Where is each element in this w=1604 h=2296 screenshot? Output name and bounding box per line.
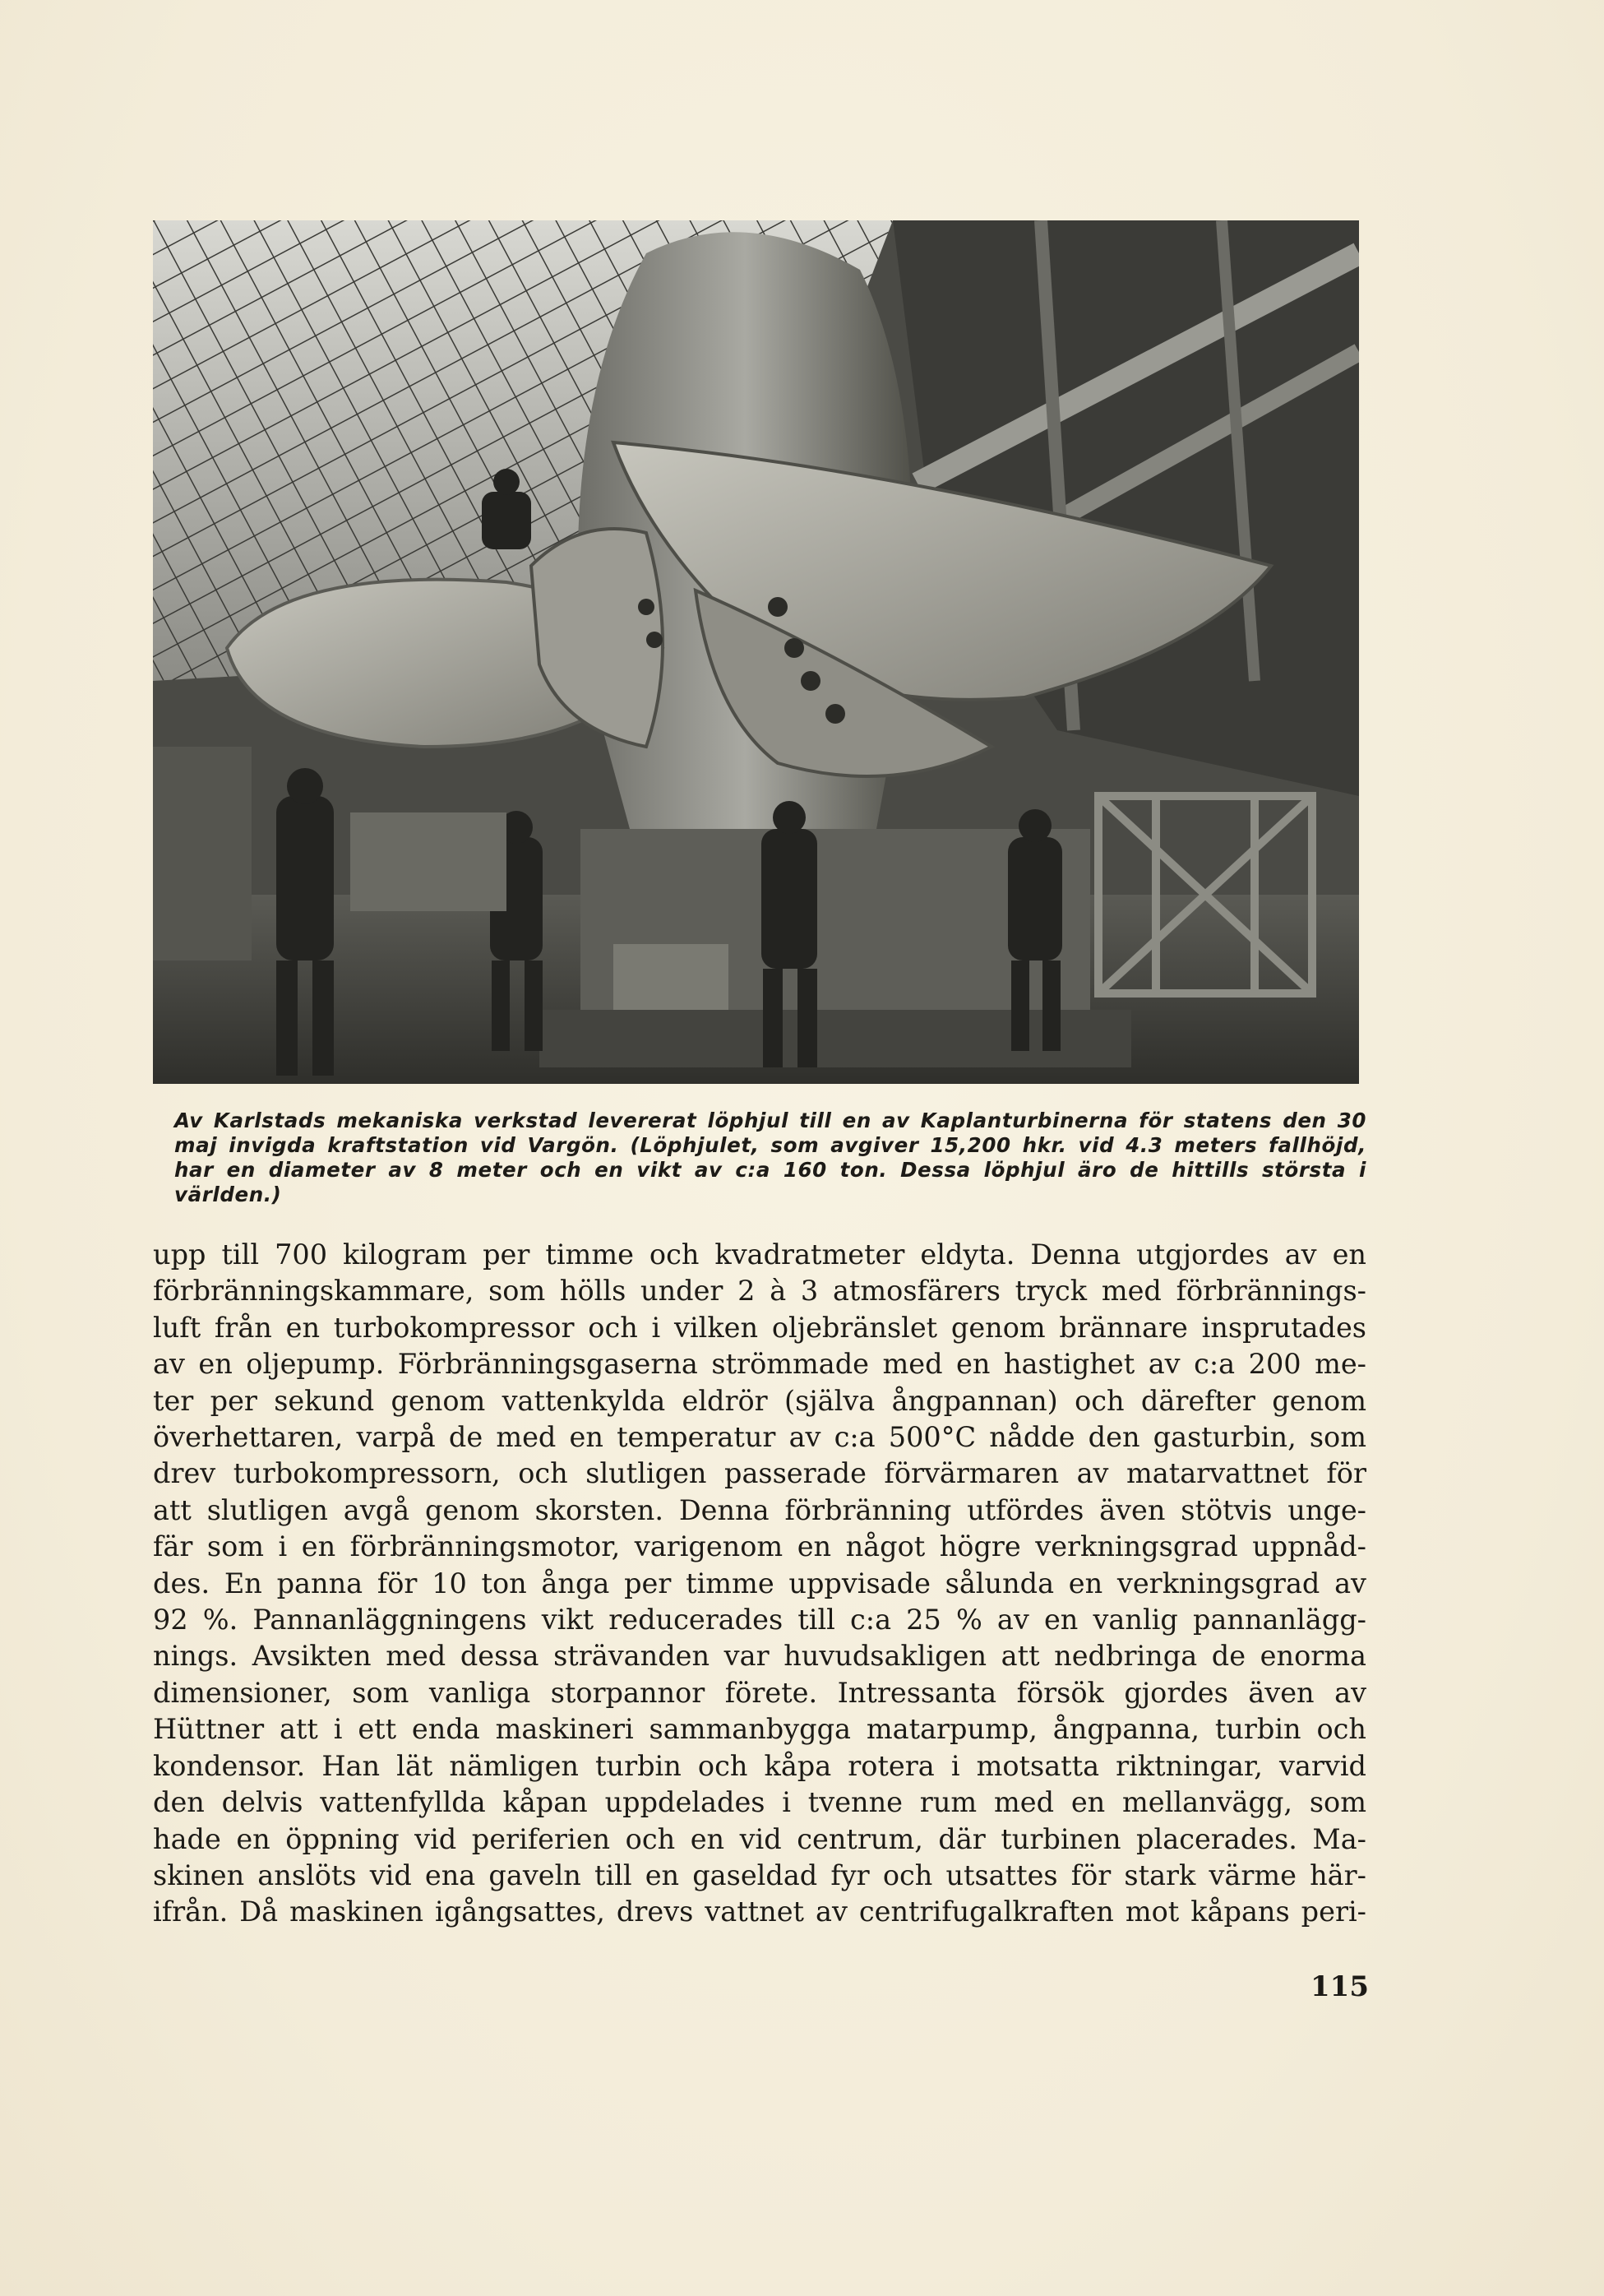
page-number: 115 xyxy=(1310,1970,1369,2003)
body-line: des. En panna för 10 ton ånga per timme uppvisade sålunda en verkningsgrad av xyxy=(153,1567,1366,1599)
body-line: överhettaren, varpå de med en temperatur av c:a 500°C nådde den gasturbin, som xyxy=(153,1421,1366,1454)
body-line: ifrån. Då maskinen igångsattes, drevs vattnet av centrifugalkraften mot kåpans peri- xyxy=(153,1896,1366,1928)
body-line: Hüttner att i ett enda maskineri sammanbygga matarpump, ångpanna, turbin och xyxy=(153,1713,1366,1746)
caption-line: Av Karlstads mekaniska verkstad levererat löphjul till en av Kaplanturbinerna för statens den 30 xyxy=(174,1109,1366,1132)
figure-caption xyxy=(174,1109,1366,1207)
body-paragraph xyxy=(153,1237,1366,1931)
body-line: fär som i en förbränningsmotor, varigenom en något högre verkningsgrad uppnåd- xyxy=(153,1530,1366,1563)
body-line: upp till 700 kilogram per timme och kvadratmeter eldyta. Denna utgjordes av en xyxy=(153,1238,1366,1271)
turbine-photograph-image xyxy=(153,220,1359,1084)
body-line: drev turbokompressorn, och slutligen passerade förvärmaren av matarvattnet för xyxy=(153,1457,1366,1490)
body-line: den delvis vattenfyllda kåpan uppdelades i tvenne rum med en mellanvägg, som xyxy=(153,1786,1366,1819)
caption-line: har en diameter av 8 meter och en vikt av c:a 160 ton. Dessa löphjul äro de hittills största i världen.) xyxy=(174,1158,1366,1206)
caption-line: maj invigda kraftstation vid Vargön. (Löphjulet, som avgiver 15,200 hkr. vid 4.3 meters fallhöjd, xyxy=(174,1133,1366,1157)
body-line: dimensioner, som vanliga storpannor förete. Intressanta försök gjordes även av xyxy=(153,1676,1366,1709)
body-line: ter per sekund genom vattenkylda eldrör (själva ångpannan) och därefter genom xyxy=(153,1384,1366,1417)
body-line: hade en öppning vid periferien och en vid centrum, där turbinen placerades. Ma- xyxy=(153,1822,1366,1855)
body-line: att slutligen avgå genom skorsten. Denna förbränning utfördes även stötvis unge- xyxy=(153,1493,1366,1526)
body-line: kondensor. Han lät nämligen turbin och kåpa rotera i motsatta riktningar, varvid xyxy=(153,1749,1366,1782)
body-line: skinen anslöts vid ena gaveln till en gaseldad fyr och utsattes för stark värme här- xyxy=(153,1859,1366,1891)
body-line: luft från en turbokompressor och i vilken oljebränslet genom brännare insprutades xyxy=(153,1311,1366,1344)
body-line: förbränningskammare, som hölls under 2 à 3 atmosfärers tryck med förbrännings- xyxy=(153,1275,1366,1308)
body-line: av en oljepump. Förbränningsgaserna strömmade med en hastighet av c:a 200 me- xyxy=(153,1348,1366,1381)
body-line: nings. Avsikten med dessa strävanden var huvudsakligen att nedbringa de enorma xyxy=(153,1640,1366,1673)
body-line: 92 %. Pannanläggningens vikt reducerades till c:a 25 % av en vanlig pannanlägg- xyxy=(153,1604,1366,1636)
turbine-photograph xyxy=(153,220,1359,1084)
